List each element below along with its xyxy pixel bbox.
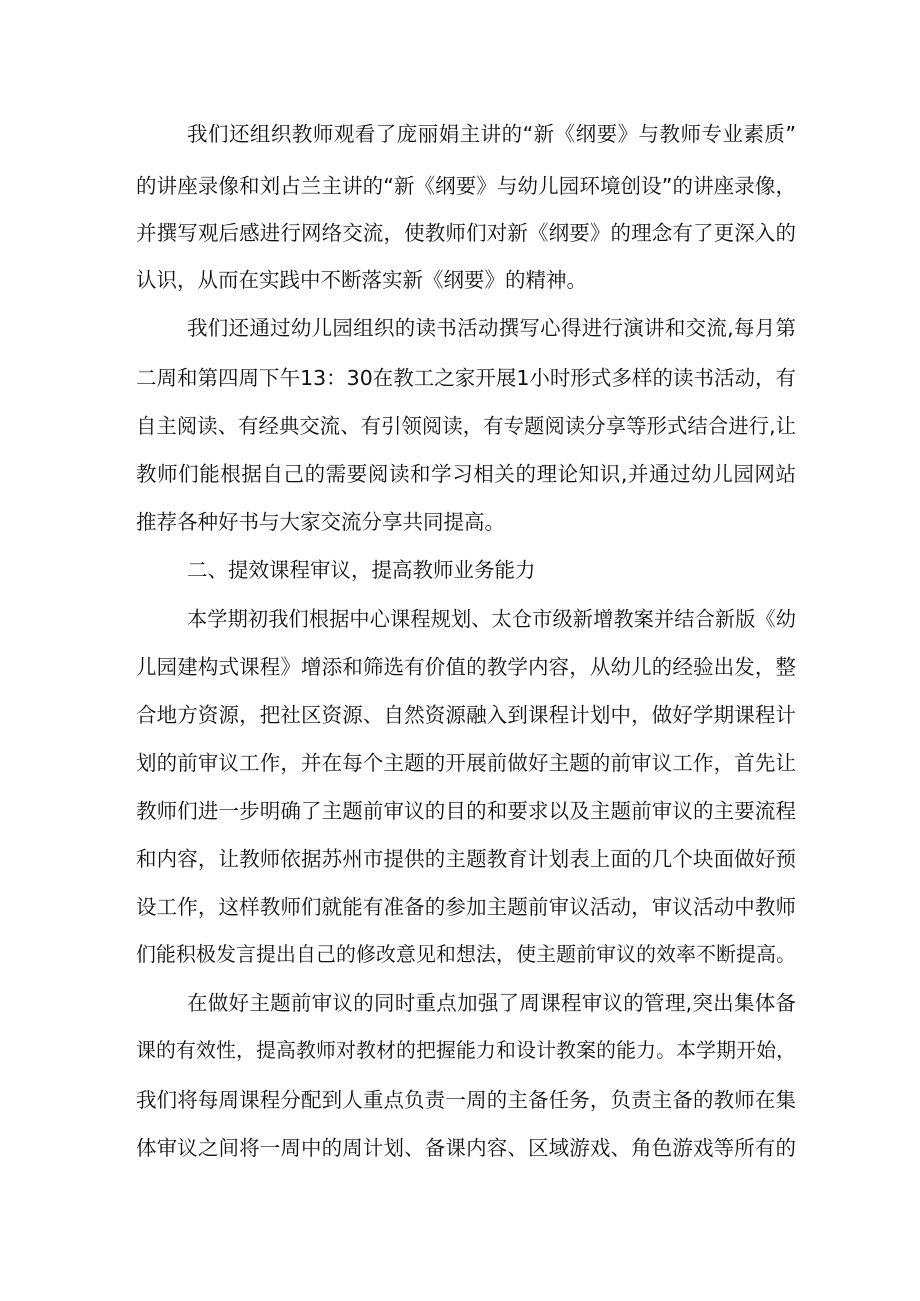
text-line: 我们还组织教师观看了庞丽娟主讲的“新《纲要》与教师专业素质” <box>187 122 796 146</box>
text-line: 教师们进一步明确了主题前审议的目的和要求以及主题前审议的主要流程 <box>136 799 796 823</box>
text-line: 划的前审议工作，并在每个主题的开展前做好主题的前审议工作，首先让 <box>136 751 796 775</box>
text-line: 自主阅读、有经典交流、有引领阅读，有专题阅读分享等形式结合进行,让 <box>136 414 796 438</box>
text-line: 教师们能根据自己的需要阅读和学习相关的理论知识,并通过幼儿园网站 <box>136 462 796 486</box>
text-line: 和内容，让教师依据苏州市提供的主题教育计划表上面的几个块面做好预 <box>136 847 796 871</box>
text-line: 在做好主题前审议的同时重点加强了周课程审议的管理,突出集体备 <box>187 991 796 1015</box>
section-heading: 二、提效课程审议，提高教师业务能力 <box>187 558 536 582</box>
text-line: 课的有效性，提高教师对教材的把握能力和设计教案的能力。本学期开始， <box>136 1039 796 1062</box>
text-line: 并撰写观后感进行网络交流，使教师们对新《纲要》的理念有了更深入的 <box>136 221 796 245</box>
text-line: 认识，从而在实践中不断落实新《纲要》的精神。 <box>136 268 587 292</box>
text-line: 我们还通过幼儿园组织的读书活动撰写心得进行演讲和交流,每月第 <box>187 316 796 340</box>
text-line: 二周和第四周下午13：30在教工之家开展1小时形式多样的读书活动，有 <box>136 366 796 390</box>
text-line: 合地方资源，把社区资源、自然资源融入到课程计划中，做好学期课程计 <box>136 703 796 727</box>
text-line: 推荐各种好书与大家交流分享共同提高。 <box>136 510 505 534</box>
text-line: 的讲座录像和刘占兰主讲的“新《纲要》与幼儿园环境创设”的讲座录像， <box>136 174 796 198</box>
text-line: 体审议之间将一周中的周计划、备课内容、区域游戏、角色游戏等所有的 <box>136 1136 796 1160</box>
text-line: 设工作，这样教师们就能有准备的参加主题前审议活动，审议活动中教师 <box>136 895 796 919</box>
text-line: 我们将每周课程分配到人重点负责一周的主备任务，负责主备的教师在集 <box>136 1088 796 1112</box>
text-line: 本学期初我们根据中心课程规划、太仓市级新增教案并结合新版《幼 <box>187 607 796 631</box>
text-line: 儿园建构式课程》增添和筛选有价值的教学内容，从幼儿的经验出发，整 <box>136 655 796 679</box>
text-line: 们能积极发言提出自己的修改意见和想法，使主题前审议的效率不断提高。 <box>136 943 796 966</box>
